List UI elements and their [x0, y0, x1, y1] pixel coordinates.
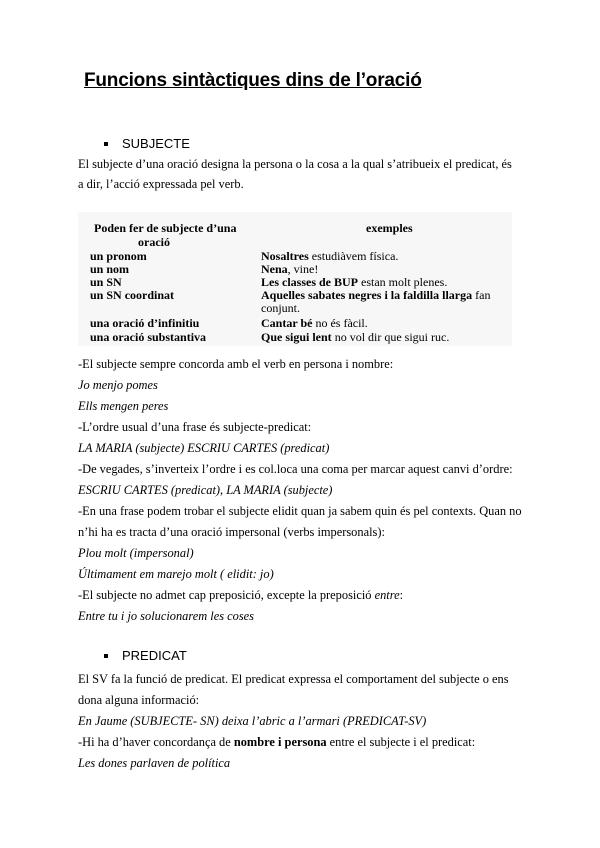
- example-line: Ells mengen peres: [78, 399, 169, 413]
- section-heading-subjecte: [104, 136, 190, 151]
- table-row-label: una oració substantiva: [90, 330, 207, 344]
- table-header-right: exemples: [366, 221, 413, 235]
- paragraph-line: -El subjecte sempre concorda amb el verb en persona i nombre:: [78, 357, 394, 371]
- paragraph-line: n’hi ha es tracta d’una oració impersonal (verbs impersonals):: [78, 525, 385, 539]
- bullet-icon: [104, 654, 108, 658]
- section-heading-predicat: [104, 648, 187, 663]
- paragraph-line: El SV fa la funció de predicat. El predicat expressa el comportament del subjecte o ens: [78, 672, 509, 686]
- example-line: ESCRIU CARTES (predicat), LA MARIA (subjecte): [78, 483, 333, 497]
- heading-label: SUBJECTE: [122, 136, 190, 151]
- table-row-example: Les classes de BUP estan molt plenes.: [261, 275, 448, 289]
- table-row-label: un nom: [90, 262, 130, 276]
- example-line: Entre tu i jo solucionarem les coses: [78, 609, 254, 623]
- bullet-icon: [104, 142, 108, 146]
- table-row-example: Cantar bé no és fàcil.: [261, 316, 368, 330]
- paragraph-line: -L’ordre usual d’una frase és subjecte-predicat:: [78, 420, 312, 434]
- table-row-label: un pronom: [90, 249, 147, 263]
- table-row-example: Que sigui lent no vol dir que sigui ruc.: [261, 330, 450, 344]
- example-line: En Jaume (SUBJECTE- SN) deixa l’abric a l’armari (PREDICAT-SV): [78, 714, 427, 728]
- paragraph-line: dona alguna informació:: [78, 693, 200, 707]
- table-row-label: un SN coordinat: [90, 288, 175, 302]
- table-header-left: Poden fer de subjecte d’una: [94, 221, 237, 235]
- heading-label: PREDICAT: [122, 648, 187, 663]
- subject-table: [78, 212, 512, 346]
- paragraph-line: -De vegades, s’inverteix l’ordre i es col.loca una coma per marcar aquest canvi d’ordre:: [78, 462, 513, 476]
- paragraph-line: -En una frase podem trobar el subjecte elidit quan ja sabem quin és pel contexts. Quan no: [78, 504, 522, 518]
- table-row-example-cont: conjunt.: [261, 301, 300, 315]
- table-row-label: una oració d’infinitiu: [90, 316, 200, 330]
- table-row-label: un SN: [90, 275, 122, 289]
- example-line: Les dones parlaven de política: [78, 756, 231, 770]
- page-title: Funcions sintàctiques dins de l’oració: [84, 70, 422, 91]
- example-line: LA MARIA (subjecte) ESCRIU CARTES (predicat): [78, 441, 330, 455]
- table-header-left-cont: oració: [138, 235, 170, 249]
- paragraph-line: -El subjecte no admet cap preposició, excepte la preposició entre:: [78, 588, 404, 602]
- table-row-example: Nosaltres estudiàvem física.: [261, 249, 399, 263]
- paragraph-line: -Hi ha d’haver concordança de nombre i persona entre el subjecte i el predicat:: [78, 735, 476, 749]
- paragraph-line: El subjecte d’una oració designa la persona o la cosa a la qual s’atribueix el predicat, és: [78, 157, 512, 171]
- example-line: Jo menjo pomes: [78, 378, 158, 392]
- example-line: Plou molt (impersonal): [78, 546, 194, 560]
- table-row-example: Nena, vine!: [261, 262, 319, 276]
- example-line: Últimament em marejo molt ( elidit: jo): [78, 567, 274, 581]
- paragraph-line: a dir, l’acció expressada pel verb.: [78, 177, 244, 191]
- table-row-example: Aquelles sabates negres i la faldilla llarga fan: [261, 288, 491, 302]
